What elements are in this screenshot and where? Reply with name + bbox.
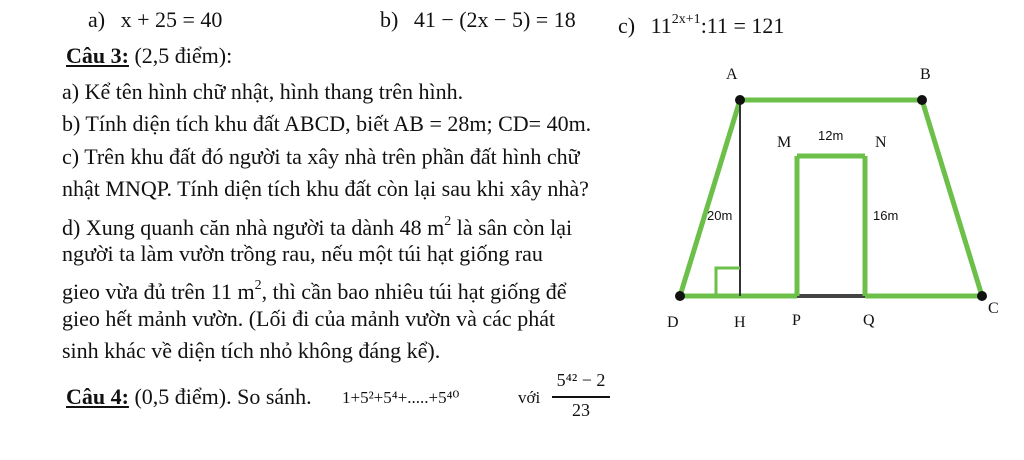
label-N: N [875,134,887,151]
point-B [917,95,927,105]
expr-a: x + 25 = 40 [120,7,223,32]
q4-text: (0,5 điểm). So sánh. [128,384,312,409]
label-a: a) [88,7,106,32]
q3-d3-post: , thì cần bao nhiêu túi hạt giống để [261,279,567,304]
q3-d1-pre: d) Xung quanh căn nhà người ta dành 48 m [62,215,445,240]
label-M: M [777,134,792,151]
point-C [977,291,987,301]
q3-d5: sinh khác về diện tích nhỏ không đáng kể). [62,338,441,363]
label-C: C [988,300,999,317]
q4-title: Câu 4: [66,384,129,409]
label-B: B [920,66,931,83]
point-D [675,291,685,301]
length-AH: 20m [707,208,733,223]
length-NQ: 16m [873,208,899,223]
q3-title: Câu 3: [66,43,129,68]
q3-c1: c) Trên khu đất đó người ta xây nhà trên phần đất hình chữ [62,144,580,169]
label-c: c) [618,13,636,38]
q3-d2: người ta làm vườn trồng rau, nếu một túi hạt giống rau [62,241,543,266]
label-Q: Q [863,312,875,329]
q3-d1-sup: 2 [444,214,452,229]
length-MN: 12m [818,128,844,143]
label-P: P [792,312,801,329]
point-A [735,95,745,105]
q4-sum: 1+5²+5⁴+.....+5⁴⁰ [342,388,460,407]
q4-with: với [518,388,541,407]
q3-points: (2,5 điểm): [128,43,233,68]
q3-b: b) Tính diện tích khu đất ABCD, biết AB = 28m; CD= 40m. [62,111,592,136]
right-angle-mark [716,268,740,296]
label-b: b) [380,7,399,32]
expr-c-rest: :11 = 121 [700,13,785,38]
q3-d3-sup: 2 [254,278,262,293]
q3-d1-post: là sân còn lại [451,215,573,240]
edge-BC [922,100,982,296]
q3-c2: nhật MNQP. Tính diện tích khu đất còn lại sau khi xây nhà? [62,176,589,201]
expr-c-exp: 2x+1 [671,12,701,27]
q4-denominator: 23 [572,400,590,420]
label-H: H [734,314,746,331]
label-D: D [667,314,679,331]
expr-c-base: 11 [650,13,672,38]
q3-a: a) Kể tên hình chữ nhật, hình thang trên hình. [62,79,464,104]
label-A: A [726,66,738,83]
q3-d3-pre: gieo vừa đủ trên 11 m [62,279,255,304]
q3-d4: gieo hết mảnh vườn. (Lối đi của mảnh vườn và các phát [62,306,556,331]
q4-numerator: 5⁴² − 2 [556,370,606,390]
expr-b: 41 − (2x − 5) = 18 [413,7,576,32]
